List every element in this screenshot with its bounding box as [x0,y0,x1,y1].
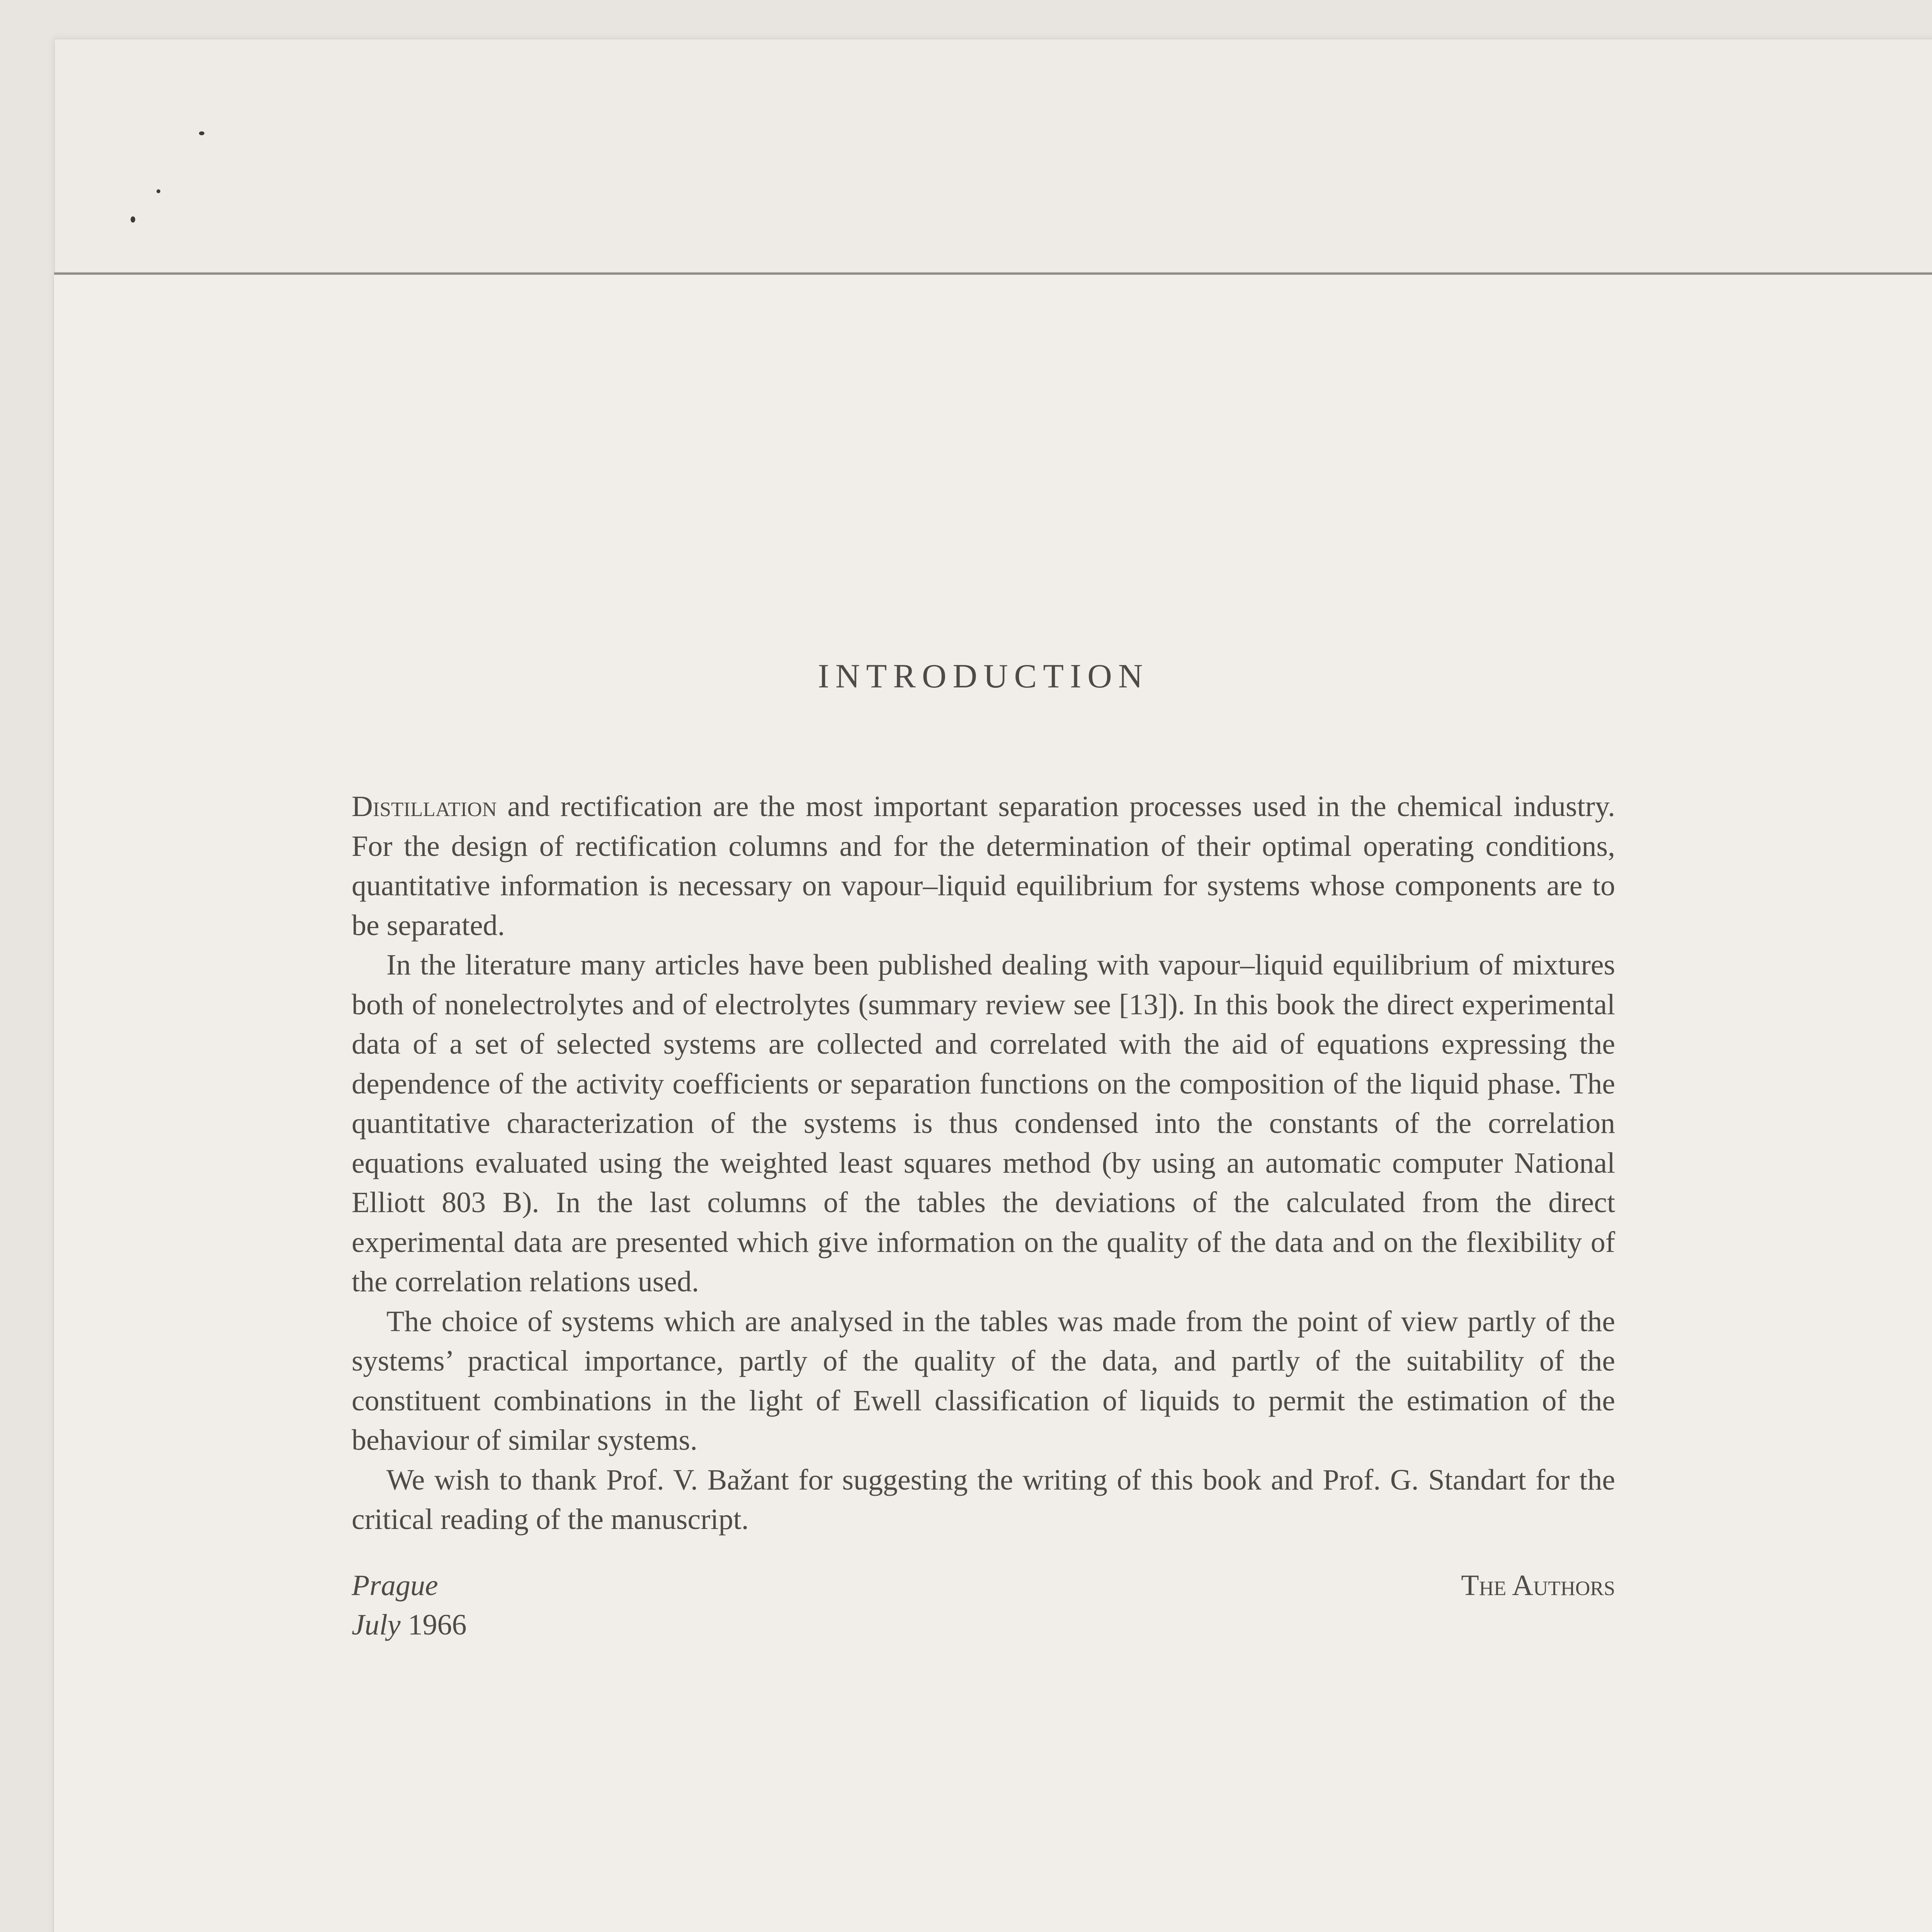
paragraph-2: In the literature many articles have been published dealing with vapour–liquid equilibrium of mixtures both of nonelectrolytes and of electrolytes (summary review see [13]). In this book the direct experimental data of a set of selected systems are collected and correlated with the aid of equations expressing the dependence of the activity coefficients or separation functions on the composition of the liquid phase. The quantitative characterization of the systems is thus condensed into the constants of the correlation equations evaluated using the weighted least squares method (by using an automatic computer National Elliott 803 B). In the last columns of the tables the deviations of the calculated from the direct experimental data are presented which give information on the quality of the data and on the flexibility of the correlation relations used. [352,949,1615,1298]
place-date [352,1566,467,1645]
paragraph-1 [352,787,1615,945]
page-title: INTRODUCTION [818,658,1149,695]
lead-word: Distillation [352,790,497,823]
dust-speck [131,216,135,223]
place: Prague [352,1569,438,1602]
signoff [352,1566,1615,1645]
paragraph-3: The choice of systems which are analysed in the tables was made from the point of view partly of the systems’ practical importance, partly of the quality of the data, and partly of the suitability of the constituent combinations in the light of Ewell classification of liquids to permit the estimation of the behaviour of similar systems. [352,1305,1615,1456]
dust-speck [156,189,160,193]
paragraph-text: and rectification are the most important separation processes used in the chemical industry. For the design of rectification columns and for the determination of their optimal operating conditions, quantitative information is necessary on vapour–liquid equilibrium for systems whose components are to be separated. [352,790,1615,942]
month: July [352,1609,401,1641]
year: 1966 [408,1609,467,1641]
introduction-page [352,657,1615,1645]
authors: The Authors [1461,1569,1615,1602]
dust-speck [199,131,204,135]
paragraph-4: We wish to thank Prof. V. Bažant for suggesting the writing of this book and Prof. G. Standart for the critical reading of the manuscript. [352,1463,1615,1536]
